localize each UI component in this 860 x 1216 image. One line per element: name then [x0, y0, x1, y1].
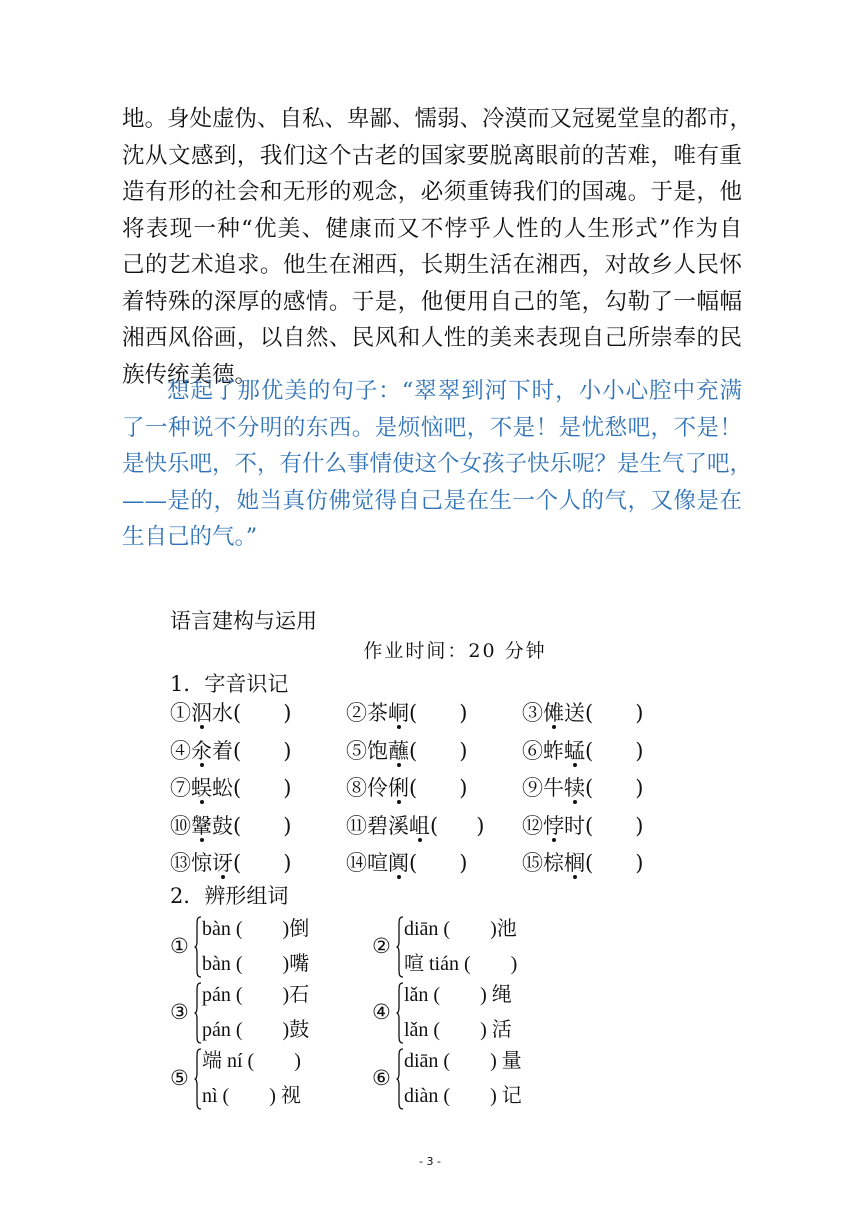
word-blank-row[interactable]: 端 ní ( ) [202, 1050, 301, 1072]
answer-blank[interactable]: ( ) [585, 739, 644, 763]
paragraph-line: 沈从文感到，我们这个古老的国家要脱离眼前的苦难，唯有重 [122, 142, 742, 169]
pronunciation-item [170, 810, 291, 840]
dotted-character: 悖 [543, 814, 564, 838]
item-text: 惊 [191, 851, 212, 875]
item-text: ① [170, 701, 191, 725]
question-2-title: 2．辨形组词 [170, 884, 289, 908]
paragraph-line: 族传统美德。 [122, 361, 258, 388]
item-text: 水 [212, 701, 233, 725]
word-blank-row[interactable]: pán ( )鼓 [202, 1019, 310, 1041]
item-text: ⑮ [522, 851, 543, 875]
section-title: 语言建构与运用 [170, 609, 317, 633]
group-number: ⑥ [372, 1066, 391, 1090]
word-blank-row[interactable]: 喧 tián ( ) [404, 953, 518, 975]
answer-blank[interactable]: ( ) [585, 851, 644, 875]
answer-blank[interactable]: ( ) [409, 701, 468, 725]
word-blank-row[interactable]: nì ( ) 视 [202, 1085, 301, 1107]
answer-blank[interactable]: ( ) [585, 701, 644, 725]
left-brace-icon [194, 1048, 202, 1110]
group-number: ⑤ [170, 1066, 189, 1090]
pronunciation-item [522, 810, 643, 840]
pronunciation-item [346, 697, 467, 727]
quote-paragraph [122, 373, 753, 556]
pronunciation-item [346, 810, 484, 840]
answer-blank[interactable]: ( ) [233, 814, 292, 838]
item-text: 送 [564, 701, 585, 725]
page-number: - 3 - [419, 1155, 441, 1168]
paragraph-line: 了一种说不分明的东西。是烦恼吧，不是！是忧愁吧，不是！ [122, 414, 742, 441]
group-number: ④ [372, 1000, 391, 1024]
body-paragraph [122, 101, 753, 393]
item-text: ④ [170, 739, 191, 763]
item-text: ⑫ [522, 814, 543, 838]
dotted-character: 蜢 [564, 739, 585, 763]
pronunciation-item [170, 697, 291, 727]
item-text: ⑨ [522, 776, 543, 800]
work-time: 作业时间：20 分钟 [363, 640, 547, 662]
word-blank-row[interactable]: diàn ( ) 记 [404, 1085, 522, 1107]
paragraph-line: 将表现一种“优美、健康而又不悖乎人性的人生形式”作为自 [122, 215, 742, 242]
word-blank-row[interactable]: diān ( ) 量 [404, 1050, 522, 1072]
item-text: 蚱 [543, 739, 564, 763]
item-text: 喧 [367, 851, 388, 875]
answer-blank[interactable]: ( ) [430, 814, 485, 838]
item-text: ② [346, 701, 367, 725]
paragraph-line: 湘西风俗画，以自然、民风和人性的美来表现自己所崇奉的民 [122, 325, 742, 351]
item-text: 时 [564, 814, 585, 838]
dotted-character: 氽 [191, 739, 212, 763]
dotted-character: 犊 [564, 776, 585, 800]
item-text: 着 [212, 739, 233, 763]
group-number: ① [170, 934, 189, 958]
pronunciation-item [522, 697, 643, 727]
dotted-character: 蘸 [388, 739, 409, 763]
word-blank-row[interactable]: diān ( )池 [404, 918, 517, 940]
item-text: 蚣 [212, 776, 233, 800]
left-brace-icon [396, 916, 404, 978]
item-text: ⑦ [170, 776, 191, 800]
answer-blank[interactable]: ( ) [409, 739, 468, 763]
word-blank-row[interactable]: bàn ( )嘴 [202, 953, 310, 975]
pronunciation-item [346, 735, 467, 765]
item-text: ⑭ [346, 851, 367, 875]
item-text: ⑤ [346, 739, 367, 763]
item-text: 碧溪 [367, 814, 409, 838]
group-number: ② [372, 934, 391, 958]
answer-blank[interactable]: ( ) [233, 701, 292, 725]
dotted-character: 榈 [564, 851, 585, 875]
dotted-character: 蜈 [191, 776, 212, 800]
pronunciation-item [522, 735, 643, 765]
paragraph-line: 地。身处虚伪、自私、卑鄙、懦弱、冷漠而又冠冕堂皇的都市， [122, 106, 753, 132]
pronunciation-item [346, 847, 467, 877]
pronunciation-item [170, 735, 291, 765]
item-text: ⑬ [170, 851, 191, 875]
dotted-character: 岨 [409, 814, 430, 838]
dotted-character: 阗 [388, 851, 409, 875]
group-number: ③ [170, 1000, 189, 1024]
left-brace-icon [194, 916, 202, 978]
answer-blank[interactable]: ( ) [585, 814, 644, 838]
answer-blank[interactable]: ( ) [233, 739, 292, 763]
answer-blank[interactable]: ( ) [233, 776, 292, 800]
dotted-character: 泅 [191, 701, 212, 725]
word-blank-row[interactable]: bàn ( )倒 [202, 918, 310, 940]
paragraph-line: 生自己的气。” [122, 524, 258, 550]
pronunciation-item [522, 772, 643, 802]
item-text: ⑥ [522, 739, 543, 763]
dotted-character: 峒 [388, 701, 409, 725]
left-brace-icon [396, 982, 404, 1044]
paragraph-line: 想起了那优美的句子：“翠翠到河下时，小小心腔中充满 [167, 378, 742, 404]
item-text: 牛 [543, 776, 564, 800]
left-brace-icon [194, 982, 202, 1044]
answer-blank[interactable]: ( ) [233, 851, 292, 875]
paragraph-line: 是快乐吧，不，有什么事情使这个女孩子快乐呢？是生气了吧， [122, 451, 753, 477]
paragraph-line: 造有形的社会和无形的观念，必须重铸我们的国魂。于是，他 [122, 179, 742, 205]
item-text: 饱 [367, 739, 388, 763]
pronunciation-item [522, 847, 643, 877]
dotted-character: 鞶 [191, 814, 212, 838]
word-blank-row[interactable]: pán ( )石 [202, 984, 310, 1006]
item-text: ⑧ [346, 776, 367, 800]
item-text: 鼓 [212, 814, 233, 838]
answer-blank[interactable]: ( ) [409, 776, 468, 800]
item-text: 伶 [367, 776, 388, 800]
word-blank-row[interactable]: lǎn ( ) 活 [404, 1019, 512, 1041]
item-text: ⑪ [346, 814, 367, 838]
pronunciation-item [346, 772, 467, 802]
question-1-title: 1．字音识记 [170, 672, 289, 696]
dotted-character: 俐 [388, 776, 409, 800]
word-blank-row[interactable]: lǎn ( ) 绳 [404, 984, 512, 1006]
left-brace-icon [396, 1048, 404, 1110]
paragraph-line: 己的艺术追求。他生在湘西，长期生活在湘西，对故乡人民怀 [122, 252, 742, 278]
paragraph-line: 着特殊的深厚的感情。于是，他便用自己的笔，勾勒了一幅幅 [122, 288, 742, 315]
item-text: 棕 [543, 851, 564, 875]
dotted-character: 讶 [212, 851, 233, 875]
answer-blank[interactable]: ( ) [409, 851, 468, 875]
answer-blank[interactable]: ( ) [585, 776, 644, 800]
item-text: 茶 [367, 701, 388, 725]
dotted-character: 傩 [543, 701, 564, 725]
item-text: ⑩ [170, 814, 191, 838]
item-text: ③ [522, 701, 543, 725]
pronunciation-item [170, 847, 291, 877]
pronunciation-item [170, 772, 291, 802]
paragraph-line: ——是的，她当真仿佛觉得自己是在生一个人的气，又像是在 [122, 487, 742, 514]
